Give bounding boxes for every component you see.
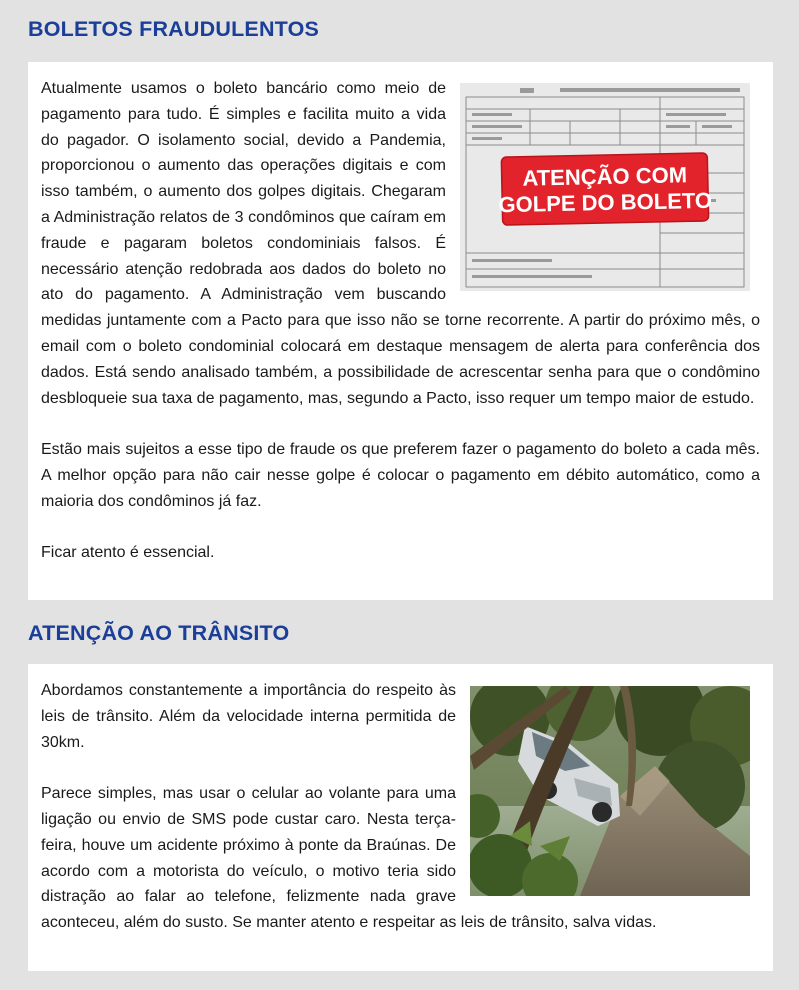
paragraph: Atualmente usamos o boleto bancário como meio de pagamento para tudo. É simples e facilita muito a vida do pagador. O isolamento social, devido a Pandemia, proporcionou o aumento das operações digitais e com isso também, o aumento dos golpes digitais. Chegaram a Administração relatos de 3 condôminos que caíram em fraude e pagaram boletos condominiais falsos. É necessário atenção redobrada aos dados do boleto no ato do pagamento. A Administração vem buscando medidas juntamente com a Pacto para que isso não se torne recorrente. A partir do próximo mês, o email com o boleto condominial colocará em destaque mensagem de alerta para conferência dos dados. Está sendo analisado também, a possibilidade de acrescentar senha para que o condômino desbloqueie sua taxa de pagamento, mas, segundo a Pacto, isso requer um tempo maior de estudo. xyxy=(41,80,760,407)
paragraph: Parece simples, mas usar o celular ao volante para uma ligação ou envio de SMS pode custar caro. Nesta terça-feira, houve um acidente próximo à ponte da Braúnas. De acordo com a motorista do veículo, o motivo teria sido distração ao falar ao telefone, felizmente nada grave aconteceu, além do susto. Se manter atento e respeitar as leis de trânsito, salva vidas. xyxy=(41,785,657,932)
banner-line-2: GOLPE DO BOLETO xyxy=(498,187,713,218)
article-card-boletos xyxy=(28,62,773,600)
section-title-transito: ATENÇÃO AO TRÂNSITO xyxy=(28,621,290,645)
paragraph: Estão mais sujeitos a esse tipo de fraude os que preferem fazer o pagamento do boleto a cada mês. A melhor opção para não cair nesse golpe é colocar o pagamento em débito automático, como a maioria dos condôminos já faz. xyxy=(41,441,760,510)
paragraph: Ficar atento é essencial. xyxy=(41,544,215,562)
article-card-transito xyxy=(28,664,773,971)
paragraph: Abordamos constantemente a importância do respeito às leis de trânsito. Além da velocidade interna permitida de 30km. xyxy=(41,682,456,751)
car-accident-photo xyxy=(470,686,750,896)
boleto-warning-image xyxy=(460,83,750,291)
section-title-boletos: BOLETOS FRAUDULENTOS xyxy=(28,17,320,41)
banner-line-1: ATENÇÃO COM xyxy=(522,162,688,191)
